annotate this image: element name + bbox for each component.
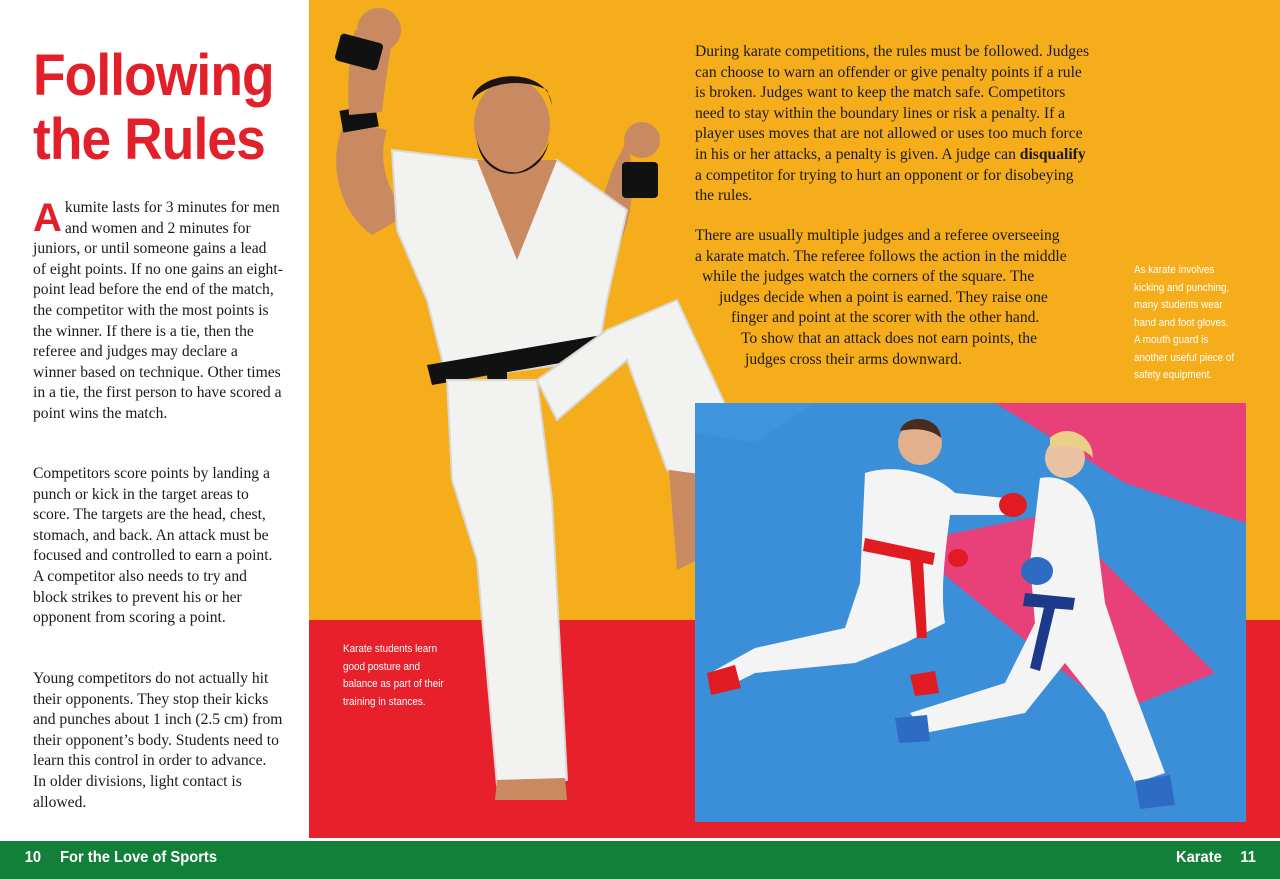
judges-line: There are usually multiple judges and a referee overseeing [695,227,1060,244]
series-title: For the Love of Sports [60,849,218,866]
judges-line: judges cross their arms downward. [745,350,962,368]
gloves-caption: As karate involves kicking and punching, many students wear hand and foot gloves. A mouth guard is another useful piece of safety equipment. [1134,264,1235,381]
footer-bar [0,838,1280,879]
topic-title: Karate [1176,849,1222,866]
scoring-paragraph: Competitors score points by landing a punch or kick in the target areas to score. The targets are the head, chest, stomach, and back. An attack must be focused and controlled to earn a point. A competitor also needs to try and block strikes to prevent his or her opponent from scoring a point. [33,465,273,627]
sparring-photo [695,403,1246,822]
judges-line: judges decide when a point is earned. They raise one [719,288,1048,306]
right-page [309,0,1280,838]
kumite-paragraph [33,198,283,425]
right-page-number: 11 [1240,849,1256,866]
judges-line: finger and point at the scorer with the other hand. [731,309,1040,327]
judges-line: while the judges watch the corners of the square. The [702,268,1035,286]
rules-paragraph-text-2: a competitor for trying to hurt an opponent or for disobeying the rules. [695,166,1074,205]
drop-cap: A [33,196,62,240]
title-line-2: the Rules [33,107,265,172]
judges-line: To show that an attack does not earn points, the [741,329,1037,347]
sparring-illustration [695,403,1246,822]
rules-paragraph [695,42,1095,207]
left-page [0,0,309,838]
young-competitors-paragraph: Young competitors do not actually hit their opponents. They stop their kicks and punches about 1 inch (2.5 cm) from their opponent’s body. Students need to learn this control in order to advance. In older divisions, light contact is allowed. [33,670,283,811]
title-line-1: Following [33,43,274,108]
kumite-paragraph-text: kumite lasts for 3 minutes for men and women and 2 minutes for juniors, or until someone gains a lead of eight points. If no one gains an eight-point lead before the end of the match, the competitor with the most points is the winner. If there is a tie, then the referee and judges may declare a winner based on technique. Other times in a tie, the first person to have scored a point wins the match. [33,199,283,422]
left-page-number: 10 [24,849,42,866]
disqualify-term: disqualify [1019,145,1086,163]
judges-line: a karate match. The referee follows the action in the middle [695,247,1067,265]
stance-caption: Karate students learn good posture and balance as part of their training in stances. [343,643,444,708]
rules-paragraph-text-1: During karate competitions, the rules must be followed. Judges can choose to warn an offender or give penalty points if a rule is broken. Judges want to keep the match safe. Competitors need to stay within the boundary lines or risk a penalty. If a player uses moves that are not allowed or uses too much force in his or her attacks, a penalty is given. A judge can [695,43,1090,163]
page-title [33,44,281,172]
